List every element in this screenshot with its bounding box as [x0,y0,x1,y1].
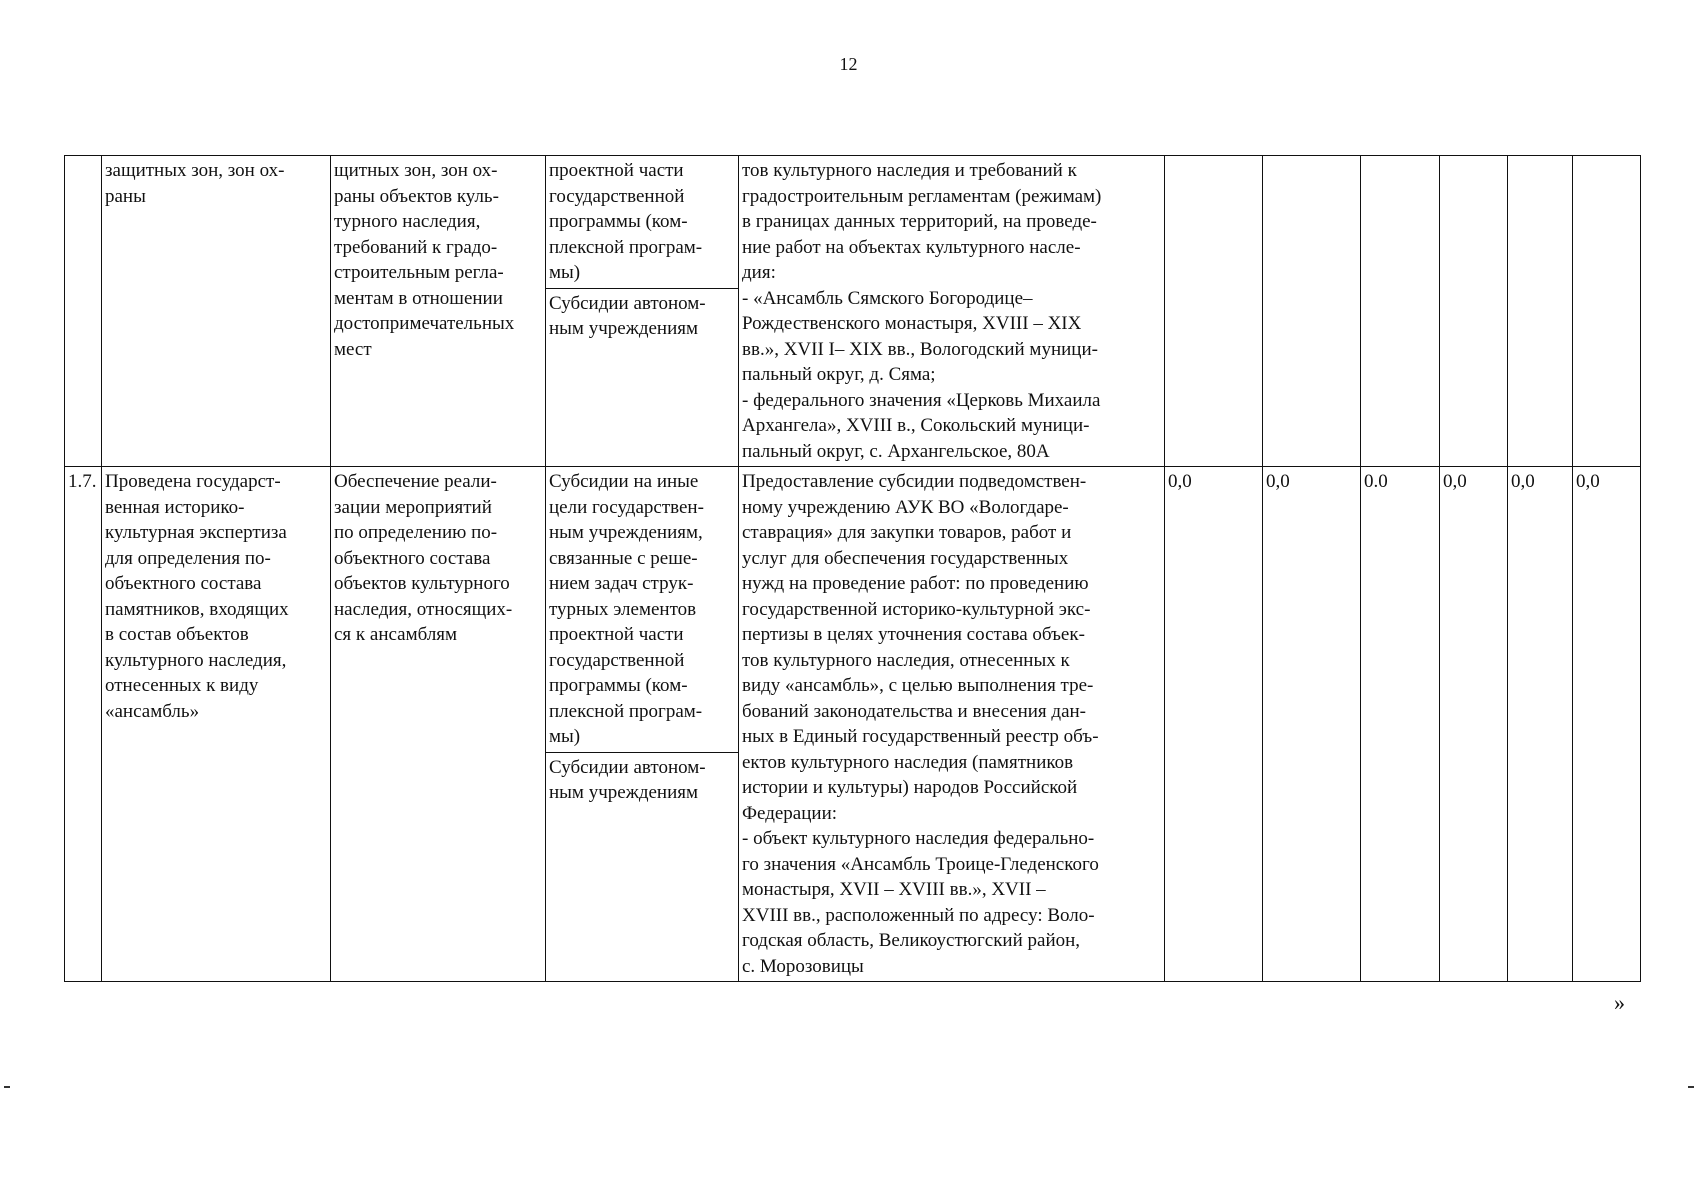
description-line: монастыря, XVII – XVIII вв.», XVII – [742,879,1046,900]
description-line: виду «ансамбль», с целью выполнения тре- [742,675,1094,696]
description-line: тов культурного наследия, отнесенных к [742,649,1070,671]
result-line: культурного наследия, [105,649,287,671]
description-line: истории и культуры) народов Российской [742,777,1078,798]
event-line: мест [334,338,372,360]
value-cell [1361,156,1440,467]
event-line: наследия, относящих- [334,598,513,620]
funding-cell [546,156,739,467]
event-line: достопримечательных [334,313,515,334]
description-line: бований законодательства и внесения дан- [742,700,1087,722]
event-cell [331,467,546,982]
value-cell [1508,467,1573,982]
page-number: 12 [839,54,858,74]
result-line: «ансамбль» [105,700,200,722]
program-table [64,155,1641,982]
funding-source-primary [546,156,738,289]
description-line: пертизы в целях уточнения состава объек- [742,624,1085,645]
value-cell [1508,156,1573,467]
funding-autonomous-line: ным учреждениям [549,782,699,803]
value: 0,0 [1168,471,1192,492]
funding-primary-line: мы) [549,726,581,747]
result-line: раны [105,185,146,207]
value: 0,0 [1576,471,1600,492]
funding-primary-line: программы (ком- [549,675,688,696]
event-line: Обеспечение реали- [334,471,497,492]
funding-cell [546,467,739,982]
event-line: по определению по- [334,522,498,543]
funding-primary-line: государственной [549,649,685,671]
table-row [65,467,1641,982]
description-line: - объект культурного наследия федерально- [742,828,1095,849]
value: 0,0 [1443,471,1467,492]
funding-primary-line: государственной [549,185,685,207]
funding-primary-line: цели государствен- [549,496,704,518]
value: 0.0 [1364,471,1388,492]
funding-primary-line: проектной части [549,624,684,645]
table-body [65,156,1641,982]
description-line: Архангела», XVIII в., Сокольский муници- [742,415,1090,436]
funding-autonomous-line: Субсидии автоном- [549,756,706,778]
description-cell [739,467,1165,982]
description-line: государственной историко-культурной экс- [742,598,1091,620]
description-line: вв.», XVII I– XIX вв., Вологодский муници- [742,338,1098,360]
description-line: пальный округ, д. Сяма; [742,364,936,385]
description-line: дия: [742,262,776,283]
funding-primary-line: программы (ком- [549,211,688,232]
result-line: отнесенных к виду [105,675,259,696]
funding-primary-line: связанные с реше- [549,547,698,569]
result-line: Проведена государст- [105,471,281,492]
value-cell [1573,467,1641,982]
edge-mark-right [1688,1086,1694,1088]
funding-primary-line: Субсидии на иные [549,471,699,492]
description-line: тов культурного наследия и требований к [742,160,1077,181]
description-line: нужд на проведение работ: по проведению [742,573,1089,594]
description-line: в границах данных территорий, на проведе- [742,211,1097,232]
description-line: годская область, Великоустюгский район, [742,930,1081,951]
event-line: щитных зон, зон ох- [334,160,498,181]
event-line: строительным регла- [334,262,504,283]
event-line: ментам в отношении [334,287,503,309]
row-number-cell [65,467,102,982]
description-line: ектов культурного наследия (памятников [742,751,1074,773]
description-line: Предоставление субсидии подведомствен- [742,471,1087,492]
value-cell [1263,467,1361,982]
description-line: градостроительным регламентам (режимам) [742,185,1102,207]
description-line: Рождественского монастыря, XVIII – XIX [742,313,1082,334]
funding-source-autonomous [546,753,738,808]
event-line: турного наследия, [334,211,481,232]
description-line: го значения «Ансамбль Троице-Гледенского [742,853,1099,875]
result-line: защитных зон, зон ох- [105,160,285,181]
value-cell [1440,156,1508,467]
description-cell [739,156,1165,467]
value-cell [1165,156,1263,467]
funding-primary-line: плексной програм- [549,700,703,722]
result-line: памятников, входящих [105,598,289,620]
row-number-cell [65,156,102,467]
edge-mark-left [4,1086,10,1088]
description-line: услуг для обеспечения государственных [742,547,1069,569]
value-cell [1440,467,1508,982]
result-line: культурная экспертиза [105,522,287,543]
description-line: ставрация» для закупки товаров, работ и [742,522,1072,543]
description-line: с. Морозовицы [742,955,864,977]
funding-autonomous-line: ным учреждениям [549,318,699,339]
value: 0,0 [1266,471,1290,492]
value-cell [1165,467,1263,982]
result-cell [102,467,331,982]
funding-primary-line: нием задач струк- [549,573,694,594]
event-line: ся к ансамблям [334,624,458,645]
result-line: в состав объектов [105,624,249,645]
event-cell [331,156,546,467]
row-number: 1.7. [68,471,97,492]
funding-primary-line: ным учреждениям, [549,522,703,543]
description-line: ние работ на объектах культурного насле- [742,236,1081,258]
funding-primary-line: плексной програм- [549,236,703,258]
value-cell [1361,467,1440,982]
funding-primary-line: проектной части [549,160,684,181]
result-line: объектного состава [105,573,262,594]
closing-quote: » [1614,990,1625,1015]
description-line: ному учреждению АУК ВО «Вологдаре- [742,496,1069,518]
event-line: требований к градо- [334,236,498,258]
result-line: венная историко- [105,496,245,518]
funding-primary-line: турных элементов [549,598,697,620]
event-line: объектного состава [334,547,491,569]
description-line: - «Ансамбль Сямского Богородице– [742,287,1033,309]
funding-primary-line: мы) [549,262,581,283]
result-line: для определения по- [105,547,271,569]
description-line: ных в Единый государственный реестр объ- [742,726,1099,747]
event-line: объектов культурного [334,573,510,594]
event-line: зации мероприятий [334,496,492,518]
value-cell [1263,156,1361,467]
description-line: XVIII вв., расположенный по адресу: Воло- [742,904,1095,926]
description-line: - федерального значения «Церковь Михаила [742,389,1101,411]
result-cell [102,156,331,467]
description-line: Федерации: [742,802,838,824]
event-line: раны объектов куль- [334,185,499,207]
funding-source-primary [546,467,738,753]
description-line: пальный округ, с. Архангельское, 80А [742,440,1050,462]
funding-source-autonomous [546,289,738,344]
value: 0,0 [1511,471,1535,492]
funding-autonomous-line: Субсидии автоном- [549,292,706,314]
table-row [65,156,1641,467]
value-cell [1573,156,1641,467]
